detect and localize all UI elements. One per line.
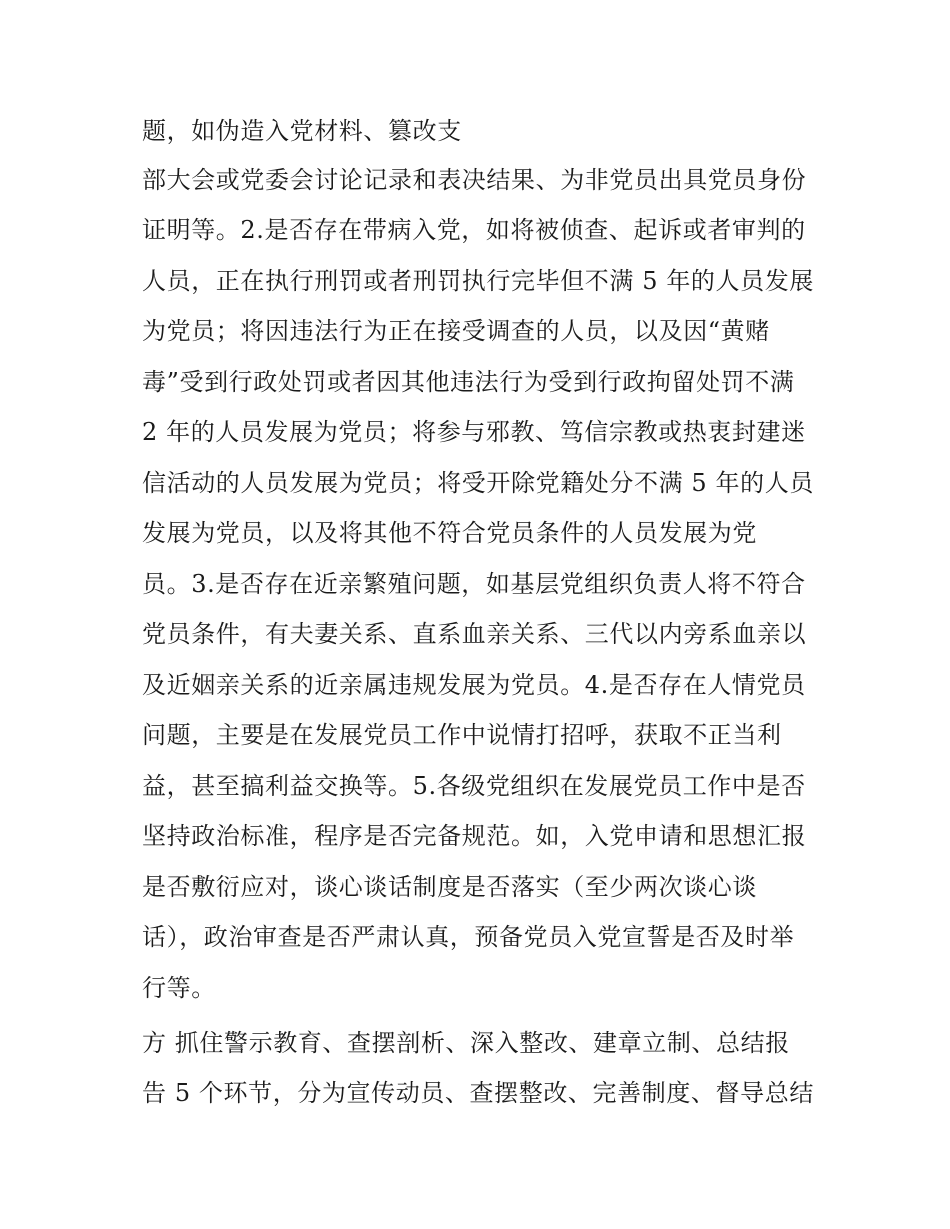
text-line: 坚持政治标准，程序是否完备规范。如，入党申请和思想汇报 [142,822,807,850]
text-line: 证明等。2.是否存在带病入党，如将被侦查、起诉或者审判的 [142,216,806,244]
text-line: 及近姻亲关系的近亲属违规发展为党员。4.是否存在人情党员 [142,671,806,699]
text-line: 题，如伪造入党材料、篡改支 [142,117,462,145]
text-line: 为党员；将因违法行为正在接受调查的人员，以及因“黄赌 [142,317,770,345]
text-line: 2 年的人员发展为党员；将参与邪教、笃信宗教或热衷封建迷 [142,418,806,446]
text-line: 话），政治审查是否严肃认真，预备党员入党宣誓是否及时举 [142,923,795,951]
text-line: 方 抓住警示教育、查摆剖析、深入整改、建章立制、总结报 [142,1029,790,1057]
text-line: 党员条件，有夫妻关系、直系血亲关系、三代以内旁系血亲以 [142,620,807,648]
text-line: 员。3.是否存在近亲繁殖问题，如基层党组织负责人将不符合 [142,570,806,598]
text-line: 毒”受到行政处罚或者因其他违法行为受到行政拘留处罚不满 [142,368,795,396]
text-line: 问题，主要是在发展党员工作中说情打招呼，获取不正当利 [142,721,782,749]
text-line: 行等。 [142,974,216,1002]
text-line: 益，甚至搞利益交换等。5.各级党组织在发展党员工作中是否 [142,772,806,800]
text-line: 信活动的人员发展为党员；将受开除党籍处分不满 5 年的人员 [142,469,814,497]
text-line: 部大会或党委会讨论记录和表决结果、为非党员出具党员身份 [142,166,807,194]
text-line: 人员，正在执行刑罚或者刑罚执行完毕但不满 5 年的人员发展 [142,267,814,295]
text-line: 发展为党员，以及将其他不符合党员条件的人员发展为党 [142,519,757,547]
text-line: 告 5 个环节，分为宣传动员、查摆整改、完善制度、督导总结 [142,1079,814,1107]
text-line: 是否敷衍应对，谈心谈话制度是否落实（至少两次谈心谈 [142,873,757,901]
